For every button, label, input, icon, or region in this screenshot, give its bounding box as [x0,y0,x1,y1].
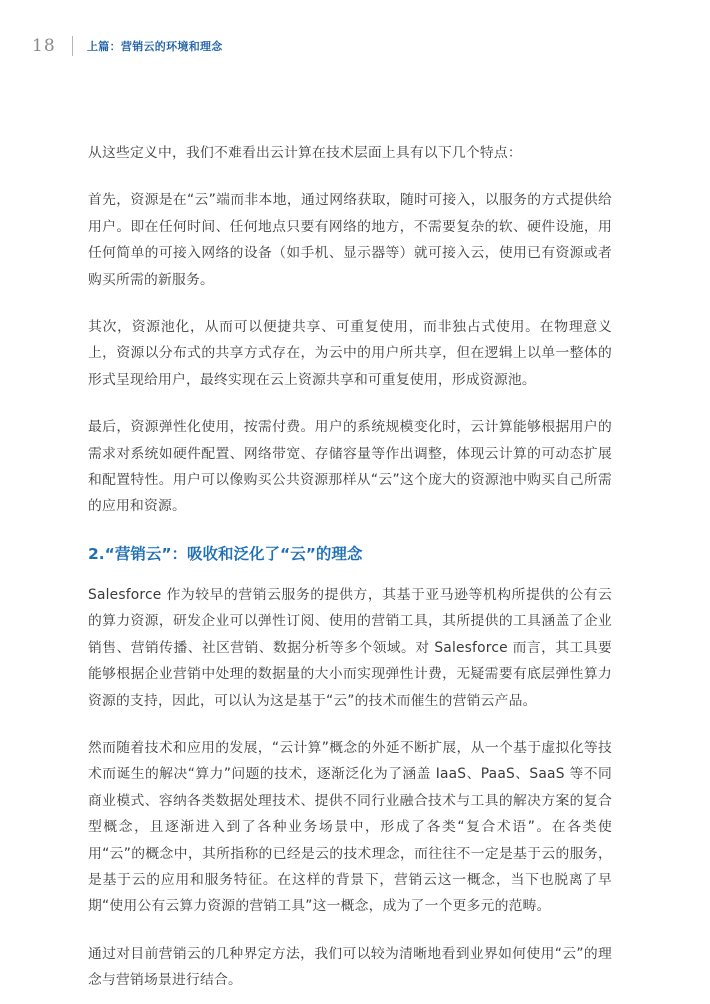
header-divider [72,36,73,56]
paragraph-first-feature: 首先，资源是在“云”端而非本地，通过网络获取，随时可接入，以服务的方式提供给用户。即在任何时间、任何地点只要有网络的地方，不需要复杂的软、硬件设施，用任何简单的可接入网络的设备（如手机、显示器等）就可接入云，使用已有资源或者购买所需的新服务。 [88,192,612,288]
paragraph-third-feature: 最后，资源弹性化使用，按需付费。用户的系统规模变化时，云计算能够根据用户的需求对系统如硬件配置、网络带宽、存储容量等作出调整，体现云计算的可动态扩展和配置特性。用户可以像购买公共资源那样从“云”这个庞大的资源池中购买自己所需的应用和资源。 [88,419,612,515]
paragraph-salesforce: Salesforce 作为较早的营销云服务的提供方，其基于亚马逊等机构所提供的公有云的算力资源，研发企业可以弹性订阅、使用的营销工具，其所提供的工具涵盖了企业销售、营销传播、社区营销、数据分析等多个领域。对 Salesforce 而言，其工具要能够根据企业营销中处理的数据量的大小而实现弹性计费，无疑需要有底层弹性算力资源的支持，因此，可以认为这是基于“云”的技术而催生的营销云产品。 [88,586,612,709]
page-body [88,140,612,994]
intro-paragraph: 从这些定义中，我们不难看出云计算在技术层面上具有以下几个特点： [88,145,522,161]
running-section-title: 上篇：营销云的环境和理念 [87,40,223,53]
paragraph-second-feature: 其次，资源池化，从而可以便捷共享、可重复使用，而非独占式使用。在物理意义上，资源以分布式的共享方式存在，为云中的用户所共享，但在逻辑上以单一整体的形式呈现给用户，最终实现在云上资源共享和可重复使用，形成资源池。 [88,319,612,388]
paragraph-closing: 通过对目前营销云的几种界定方法，我们可以较为清晰地看到业界如何使用“云”的理念与营销场景进行结合。 [88,945,612,989]
paragraph-cloud-evolution: 然而随着技术和应用的发展，“云计算”概念的外延不断扩展，从一个基于虚拟化等技术而诞生的解决“算力”问题的技术，逐渐泛化为了涵盖 IaaS、PaaS、SaaS 等不同商业模式、容纳各类数据处理技术、提供不同行业融合技术与工具的解决方案的复合型概念，且逐渐进入到了各种业务场景中，形成了各类“复合术语”。在各类使用“云”的概念中，其所指称的已经是云的技术理念，而往往不一定是基于云的服务，是基于云的应用和服务特征。在这样的背景下，营销云这一概念，当下也脱离了早期“使用公有云算力资源的营销工具”这一概念，成为了一个更多元的范畴。 [88,739,612,915]
page-header [32,34,223,58]
page-number: 18 [32,36,56,56]
section-heading: 2.“营销云”：吸收和泛化了“云”的理念 [88,544,363,563]
